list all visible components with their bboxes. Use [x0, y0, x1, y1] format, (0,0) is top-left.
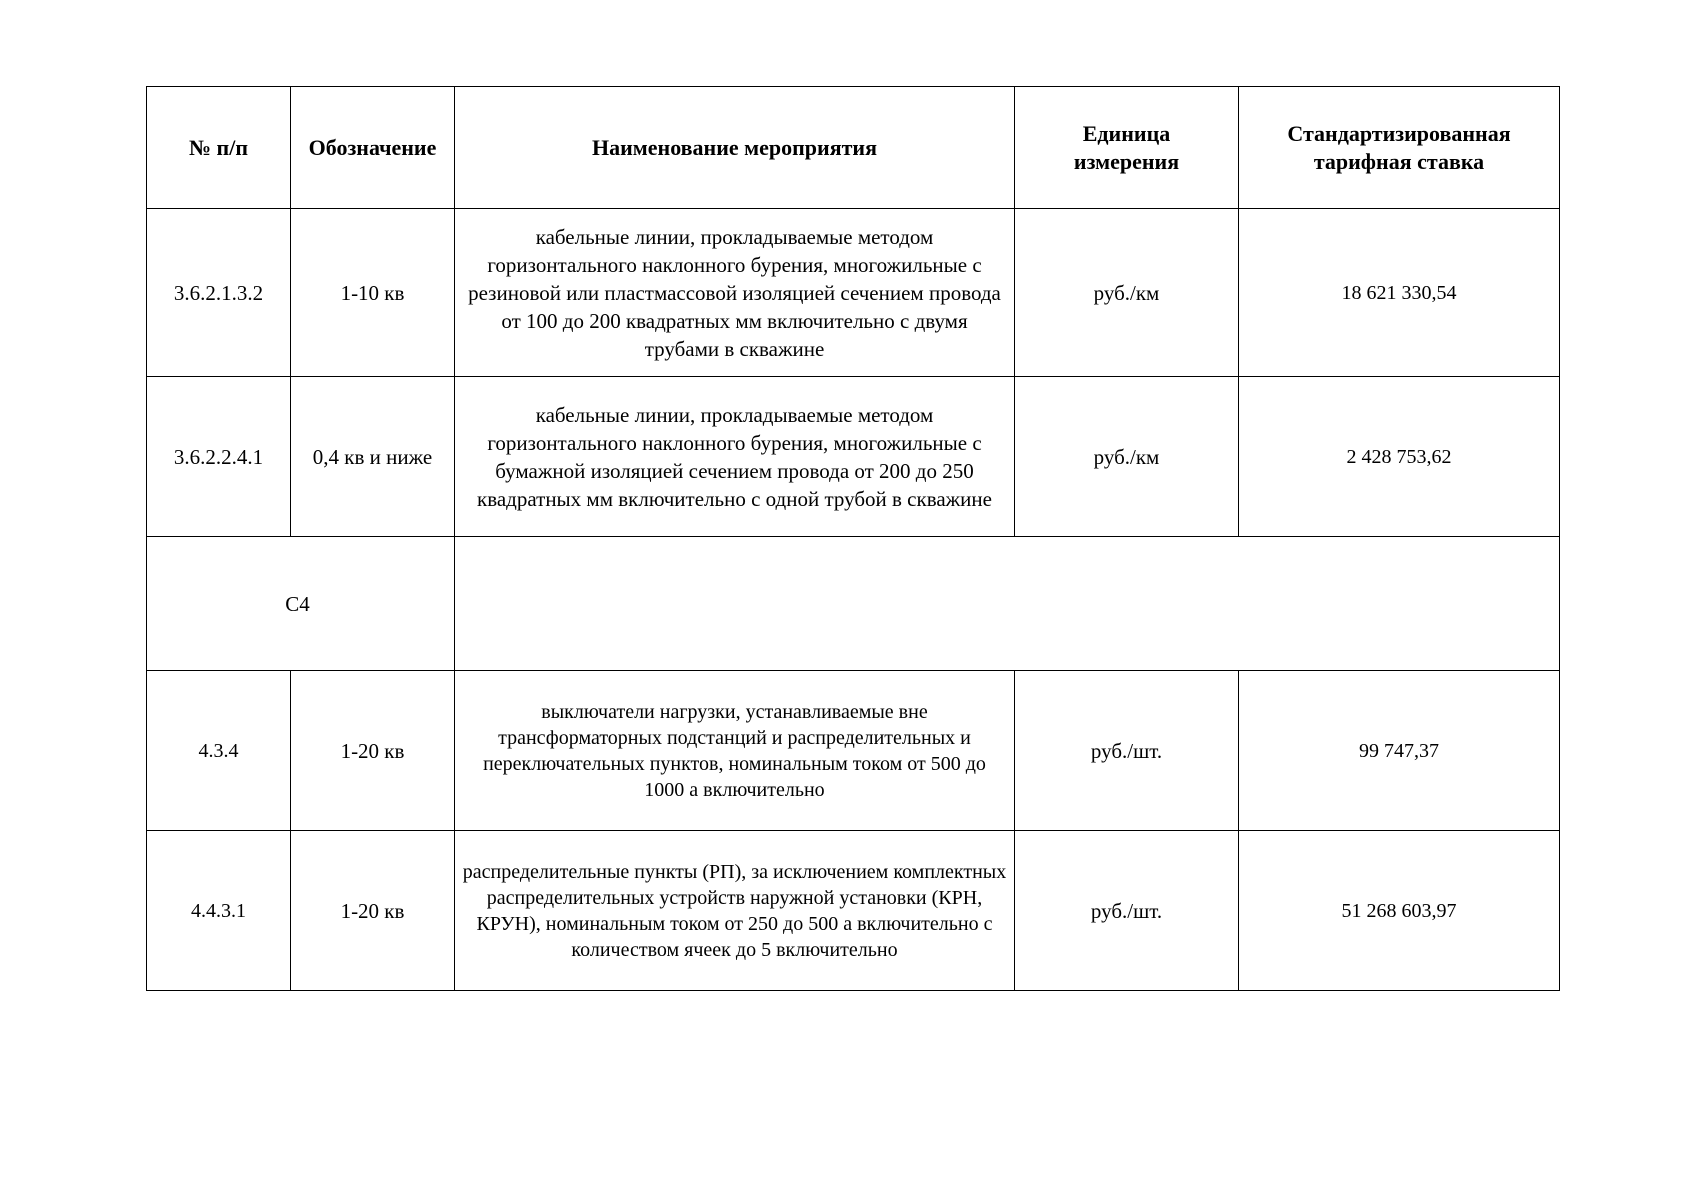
section-text: [455, 537, 1560, 671]
header-designation: Обозначение: [291, 87, 455, 209]
row-name: выключатели нагрузки, устанавливаемые вне трансформаторных подстанций и распределительных и переключательных пунктов, номинальным током от 500 до 1000 а включительно: [455, 671, 1015, 831]
row-rate: 2 428 753,62: [1239, 377, 1560, 537]
row-rate: 18 621 330,54: [1239, 209, 1560, 377]
row-number: 4.4.3.1: [147, 831, 291, 991]
table-row: [147, 671, 1560, 831]
section-label: С4: [147, 537, 455, 671]
table-row: [147, 831, 1560, 991]
row-designation: 1-20 кв: [291, 671, 455, 831]
row-name: кабельные линии, прокладываемые методом горизонтального наклонного бурения, многожильные с бумажной изоляцией сечением провода от 200 до 250 квадратных мм включительно с одной трубой в скважине: [455, 377, 1015, 537]
header-unit: Единица измерения: [1015, 87, 1239, 209]
row-unit: руб./шт.: [1015, 831, 1239, 991]
row-unit: руб./км: [1015, 377, 1239, 537]
row-name: кабельные линии, прокладываемые методом горизонтального наклонного бурения, многожильные с резиновой или пластмассовой изоляцией сечением провода от 100 до 200 квадратных мм включительно с двумя трубами в скважине: [455, 209, 1015, 377]
table-row: [147, 377, 1560, 537]
row-name: распределительные пункты (РП), за исключением комплектных распределительных устройств наружной установки (КРН, КРУН), номинальным током от 250 до 500 а включительно с количеством ячеек до 5 включительно: [455, 831, 1015, 991]
row-unit: руб./км: [1015, 209, 1239, 377]
row-designation: 1-20 кв: [291, 831, 455, 991]
header-row: [147, 87, 1560, 209]
header-rate: Стандартизированная тарифная ставка: [1239, 87, 1560, 209]
row-designation: 1-10 кв: [291, 209, 455, 377]
row-unit: руб./шт.: [1015, 671, 1239, 831]
tariff-table: [146, 86, 1560, 991]
row-rate: 99 747,37: [1239, 671, 1560, 831]
row-rate: 51 268 603,97: [1239, 831, 1560, 991]
header-number: № п/п: [147, 87, 291, 209]
row-number: 3.6.2.1.3.2: [147, 209, 291, 377]
row-number: 4.3.4: [147, 671, 291, 831]
row-number: 3.6.2.2.4.1: [147, 377, 291, 537]
section-row: [147, 537, 1560, 671]
header-name: Наименование мероприятия: [455, 87, 1015, 209]
table-row: [147, 209, 1560, 377]
row-designation: 0,4 кв и ниже: [291, 377, 455, 537]
